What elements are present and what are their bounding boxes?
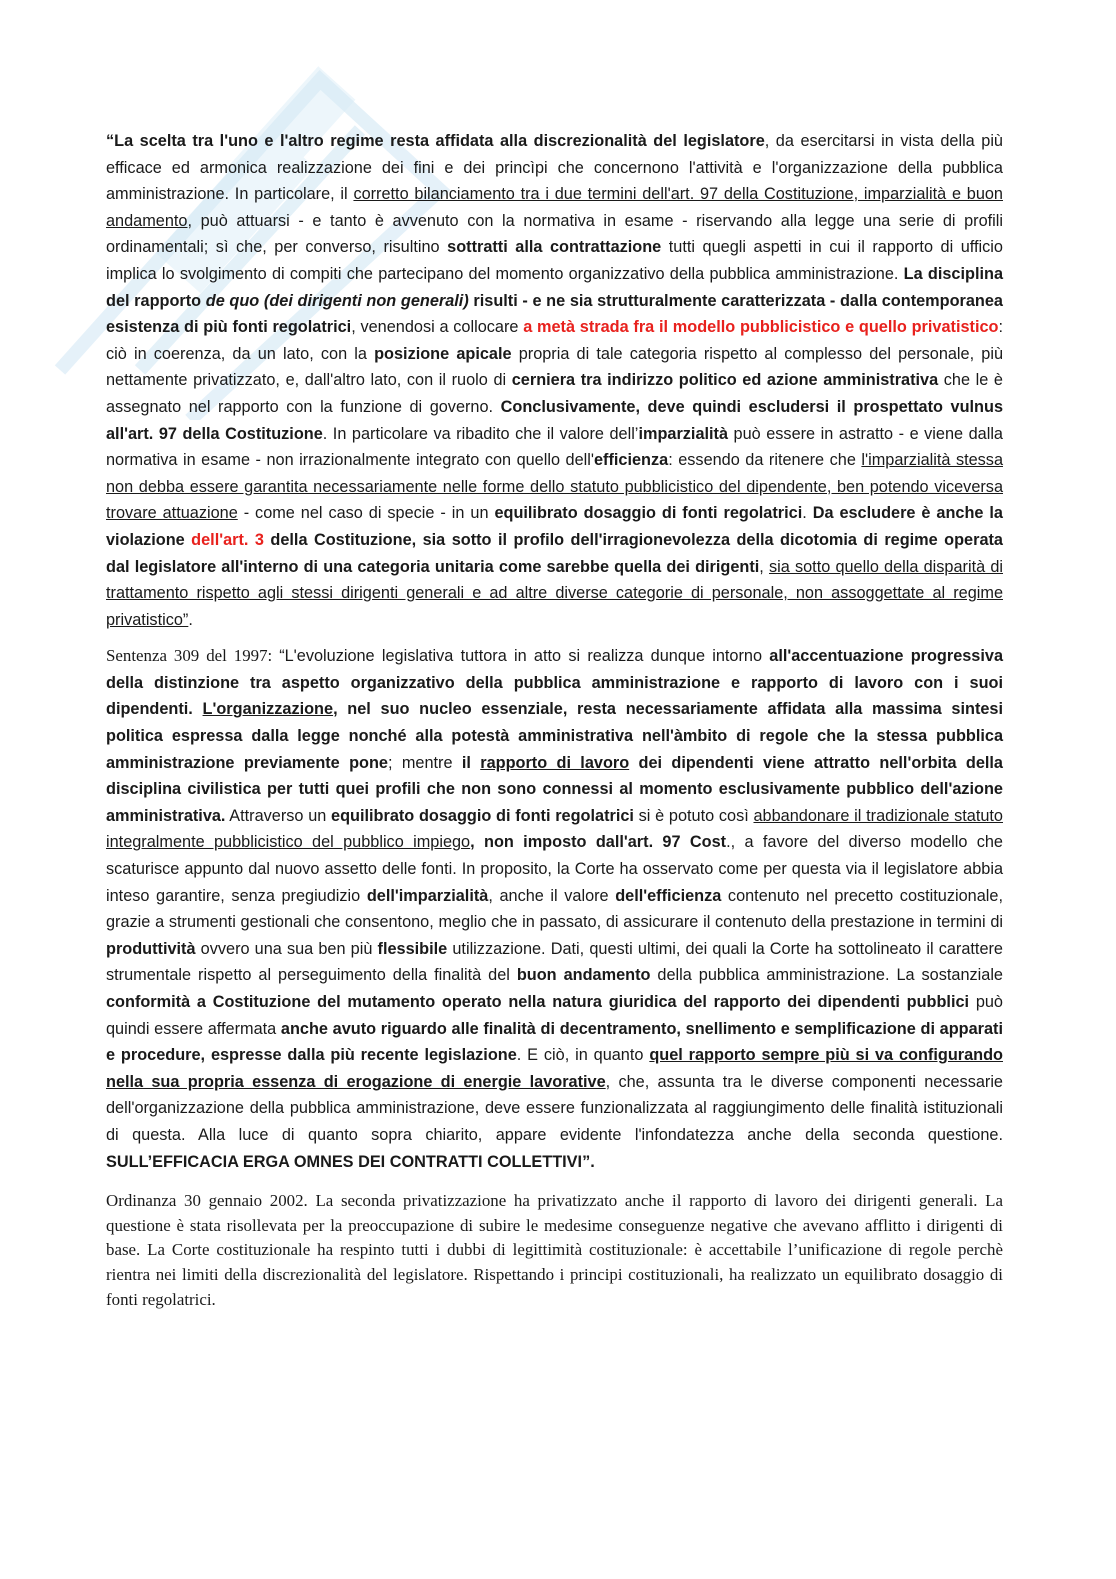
bold-text: dei dipendenti viene attratto nell'orbita della disciplina civilistica per tutti quei profili che non sono connessi al momento esclusivamente pubblico dell'azione amministrativa. — [106, 753, 1003, 825]
text-span: - come nel caso di specie - in un — [237, 504, 495, 523]
text-span: tutti quegli aspetti in cui il rapporto di ufficio implica lo svolgimento di compiti che partecipano del momento organizzativo della pubblica amministrazione. — [106, 238, 1003, 283]
bold-text: equilibrato dosaggio di fonti regolatrici — [494, 504, 803, 523]
text-span: . In particolare va ribadito che il valore dell’ — [322, 424, 639, 443]
text-span: può quindi essere affermata — [106, 993, 1003, 1038]
underlined-text: abbandonare il tradizionale statuto integralmente pubblicistico del pubblico impiego — [106, 806, 1003, 852]
bold-text: dell'efficienza — [615, 886, 722, 905]
bold-text: il — [461, 753, 481, 772]
underlined-text: sia sotto quello della disparità di trattamento rispetto agli stessi dirigenti generali e ad altre diverse categorie di personale, non assoggettate al regime privatistico” — [106, 557, 1003, 629]
text-span: contenuto nel precetto costituzionale, grazie a strumenti gestionali che consentono, meglio che in passato, di assicurare il contenuto della prestazione in termini di — [106, 886, 1003, 932]
bold-text: equilibrato dosaggio di fonti regolatrici — [331, 806, 634, 825]
paragraph-corte-costituzionale-quote — [106, 128, 1003, 633]
bold-underlined-text: rapporto di lavoro — [480, 753, 630, 772]
bold-text: SULL’EFFICACIA ERGA OMNES DEI CONTRATTI COLLETTIVI”. — [106, 1152, 595, 1171]
bold-text: cerniera tra indirizzo politico ed azione amministrativa — [511, 371, 939, 390]
text-span: utilizzazione. Dati, questi ultimi, dei quali la Corte ha sottolineato il carattere strumentale rispetto al perseguimento della finalità del — [106, 939, 1003, 985]
bold-text: produttività — [106, 939, 196, 958]
text-span: . E ciò, in quanto — [516, 1046, 650, 1065]
bold-text: efficienza — [594, 451, 669, 470]
text-span: ; mentre — [387, 753, 462, 772]
paragraph-sentenza-309 — [106, 643, 1003, 1175]
text-span: si è potuto così — [633, 806, 754, 825]
bold-text: anche avuto riguardo alle finalità di decentramento, snellimento e semplificazione di apparati e procedure, espresse dalla più recente legislazione — [106, 1019, 1004, 1065]
bold-text: La disciplina del rapporto — [106, 264, 1003, 310]
text-span: che le è assegnato nel rapporto con la funzione di governo. — [106, 371, 1003, 416]
text-span: . — [188, 610, 193, 629]
bold-text: conformità a Costituzione del mutamento operato nella natura giuridica del rapporto dei dipendenti pubblici — [106, 993, 970, 1011]
text-span: , venendosi a collocare — [351, 318, 524, 337]
text-span: : essendo da ritenere che — [668, 451, 862, 470]
underlined-text: l'imparzialità stessa non debba essere garantita necessariamente nelle forme dello statuto pubblicistico del dipendente, ben potendo viceversa trovare attuazione — [106, 451, 1003, 523]
bold-text: dell'imparzialità — [366, 886, 489, 905]
text-span: Attraverso un — [225, 806, 332, 825]
bold-underlined-text: L'organizzazione — [202, 700, 334, 719]
document-page — [106, 128, 1003, 1312]
bold-text: , non imposto dall'art. 97 Cost — [470, 833, 727, 852]
bold-text: posizione apicale — [374, 344, 512, 363]
text-span: , che, assunta tra le diverse componenti necessarie dell'organizzazione della pubblica amministrazione, deve essere funzionalizzata al raggiungimento delle finalità istituzionali di questa. Alla luce di quanto sopra chiarito, appare evidente l'infondatezza anche della seconda questione. — [106, 1072, 1003, 1144]
bold-text: della Costituzione, sia sotto il profilo dell'irragionevolezza della dicotomia di regime operata dal legislatore all'interno di una categoria unitaria come sarebbe quella dei dirigenti — [106, 530, 1003, 576]
bold-text: all'accentuazione progressiva della distinzione tra aspetto organizzativo della pubblica amministrazione e rapporto di lavoro con i suoi dipendenti. — [106, 647, 1004, 719]
paragraph-ordinanza-2002: Ordinanza 30 gennaio 2002. La seconda privatizzazione ha privatizzato anche il rapporto di lavoro dei dirigenti generali. La questione è stata risollevata per la preoccupazione di subire le medesime conseguenze negative che avevano afflitto i dirigenti di base. La Corte costituzionale ha respinto tutti i dubbi di legittimità costituzionale: è accettabile l’unificazione di regole perchè rientra nei limiti della discrezionalità del legislatore. Rispettando i principi costituzionali, ha realizzato un equilibrato dosaggio di fonti regolatrici. — [106, 1191, 1003, 1309]
text-span: può essere in astratto - e viene dalla normativa in esame - non irrazionalmente integrato con quello dell' — [106, 424, 1003, 470]
bold-text: flessibile — [377, 939, 448, 958]
text-span — [193, 700, 203, 718]
bold-text: risulti - e ne sia strutturalmente caratterizzata - dalla contemporanea esistenza di più fonti regolatrici — [106, 291, 1003, 337]
sentenza-reference: Sentenza 309 del 1997: — [106, 646, 280, 666]
text-span: propria di tale categoria rispetto al complesso del personale, più nettamente privatizzato, e, dall'altro lato, con il ruolo di — [106, 344, 1004, 390]
bold-text: buon andamento — [516, 966, 651, 985]
text-span: “L'evoluzione legislativa tuttora in atto si realizza dunque intorno — [279, 647, 770, 666]
text-span: ., a favore del diverso modello che scaturisce appunto dal nuovo assetto delle fonti. In proposito, la Corte ha osservato come per questa via il legislatore abbia inteso garantire, senza pregiudizio — [106, 833, 1003, 905]
text-span: , — [759, 557, 769, 576]
bold-text: Conclusivamente, deve quindi escludersi il prospettato vulnus all'art. 97 della Costituzione — [106, 397, 1003, 443]
bold-text: Da escludere è anche la violazione — [106, 504, 1003, 549]
bold-italic-text: de quo (dei dirigenti non generali) — [205, 291, 469, 310]
highlighted-red-text: dell'art. 3 — [191, 530, 264, 549]
text-span: “La scelta tra l'uno e l'altro regime resta affidata alla discrezionalità del legislatore — [106, 132, 765, 150]
bold-underlined-text: quel rapporto sempre più si va configurando nella sua propria essenza di erogazione di energie lavorative — [106, 1046, 1003, 1091]
text-span: : ciò in coerenza, da un lato, con la — [106, 318, 1004, 363]
text-span: , può attuarsi - e tanto è avvenuto con la normativa in esame - riservando alla legge una serie di profili ordinamentali; sì che, per converso, risultino — [106, 211, 1003, 257]
text-span: ovvero una sua ben più — [195, 939, 378, 958]
text-span: , da esercitarsi in vista della più efficace ed armonica realizzazione dei fini e dei princìpi che concernono l'attività e l'organizzazione della pubblica amministrazione. In particolare, il — [106, 132, 1003, 204]
bold-text: sottratti alla contrattazione — [447, 238, 662, 257]
text-span: . — [802, 504, 813, 523]
bold-text: imparzialità — [638, 424, 729, 443]
underlined-text: corretto bilanciamento tra i due termini dell'art. 97 della Costituzione, imparzialità e buon andamento — [106, 185, 1003, 230]
bold-text: , nel suo nucleo essenziale, resta necessariamente affidata alla massima sintesi politica espressa dalla legge nonché alla potestà amministrativa nell'àmbito di regole che la stessa pubblica amministrazione previamente pone — [106, 700, 1003, 772]
highlighted-red-text: a metà strada fra il modello pubblicistico e quello privatistico — [523, 318, 999, 337]
text-span: della pubblica amministrazione. La sostanziale — [650, 966, 1003, 985]
text-span: , anche il valore — [488, 886, 616, 905]
